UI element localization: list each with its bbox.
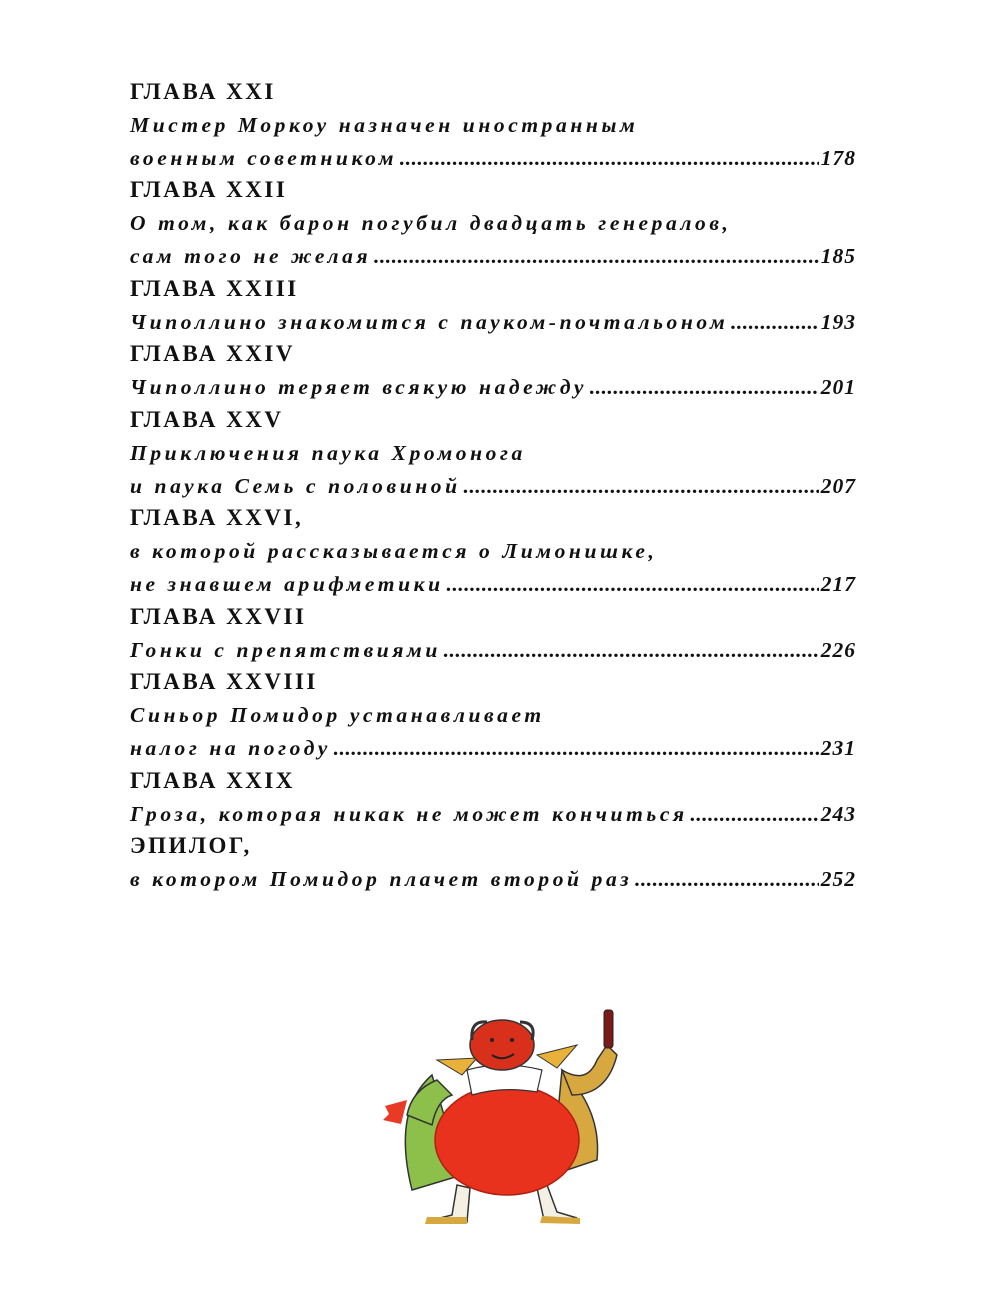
dot-leader <box>446 568 819 601</box>
chapter-title-text: в которой рассказывается о Лимонишке, <box>130 539 658 564</box>
bottle <box>604 1010 613 1048</box>
toc-entry[interactable] <box>130 273 856 339</box>
table-of-contents <box>130 76 856 896</box>
dot-leader <box>399 142 819 175</box>
chapter-heading: ЭПИЛОГ, <box>130 833 252 859</box>
chapter-title-text: Гонки с препятствиями <box>130 637 441 662</box>
chapter-title-text: Чиполлино знакомится с пауком-почтальоном <box>130 309 729 334</box>
signor-tomato-illustration <box>372 1000 632 1230</box>
chapter-title-text: Приключения паука Хромонога <box>130 440 526 465</box>
toc-entry[interactable] <box>130 404 856 502</box>
tomato-body <box>435 1085 579 1195</box>
chapter-title-text: военным советником <box>130 145 398 170</box>
dot-leader <box>463 470 819 503</box>
dot-leader <box>589 371 819 404</box>
chapter-heading: ГЛАВА XXIV <box>130 341 295 367</box>
chapter-title-line <box>130 109 856 142</box>
chapter-title-line <box>130 437 856 470</box>
page-number: 243 <box>820 801 856 826</box>
eye <box>510 1038 514 1042</box>
chapter-title-line <box>130 699 856 732</box>
chapter-title-line <box>130 306 856 339</box>
chapter-heading: ГЛАВА XXIX <box>130 767 295 793</box>
toc-entry[interactable] <box>130 174 856 272</box>
chapter-title-text: Синьор Помидор устанавливает <box>130 703 545 728</box>
chapter-title-text: в котором Помидор плачет второй раз <box>130 867 633 892</box>
chapter-heading: ГЛАВА XXIII <box>130 275 299 301</box>
dot-leader <box>690 798 819 831</box>
chapter-title-text: Чиполлино теряет всякую надежду <box>130 375 587 400</box>
eye <box>490 1038 494 1042</box>
toc-entry[interactable] <box>130 666 856 764</box>
chapter-heading: ГЛАВА XXVI, <box>130 505 304 531</box>
toc-entry[interactable] <box>130 765 856 831</box>
page-number: 201 <box>820 375 856 400</box>
chapter-title-line <box>130 535 856 568</box>
chapter-heading: ГЛАВА XXII <box>130 177 288 203</box>
left-hand <box>383 1100 407 1124</box>
head <box>470 1020 534 1070</box>
chapter-heading: ГЛАВА XXV <box>130 406 284 432</box>
chapter-title-line <box>130 142 856 175</box>
chapter-title-text: не знавшем арифметики <box>130 571 444 596</box>
dot-leader <box>443 634 819 667</box>
chapter-title-text: Гроза, которая никак не может кончиться <box>130 801 688 826</box>
page-number: 226 <box>820 637 856 662</box>
chapter-title-line <box>130 207 856 240</box>
dot-leader <box>730 306 818 339</box>
chapter-title-line <box>130 371 856 404</box>
page-number: 217 <box>820 571 856 596</box>
page-number: 231 <box>820 735 856 760</box>
chapter-title-line <box>130 568 856 601</box>
chapter-heading: ГЛАВА XXVII <box>130 603 307 629</box>
chapter-title-text: сам того не желая <box>130 243 372 268</box>
toc-entry[interactable] <box>130 830 856 896</box>
page-number: 185 <box>820 243 856 268</box>
dot-leader <box>373 240 819 273</box>
chapter-heading: ГЛАВА XXVIII <box>130 669 318 695</box>
toc-entry[interactable] <box>130 338 856 404</box>
chapter-title-line <box>130 634 856 667</box>
dot-leader <box>333 732 819 765</box>
chapter-title-text: налог на погоду <box>130 735 331 760</box>
chapter-title-line <box>130 798 856 831</box>
chapter-title-text: и паука Семь с половиной <box>130 473 461 498</box>
dot-leader <box>634 863 818 896</box>
chapter-title-text: О том, как барон погубил двадцать генералов, <box>130 211 732 236</box>
chapter-title-line <box>130 240 856 273</box>
toc-entry[interactable] <box>130 601 856 667</box>
chapter-heading: ГЛАВА XXI <box>130 79 276 104</box>
page-number: 207 <box>820 473 856 498</box>
chapter-title-line <box>130 863 856 896</box>
page-number: 252 <box>820 867 856 892</box>
chapter-title-line <box>130 732 856 765</box>
page-number: 193 <box>820 309 856 334</box>
chapter-title-line <box>130 470 856 503</box>
shoes <box>425 1216 580 1224</box>
toc-entry[interactable] <box>130 502 856 600</box>
toc-entry[interactable] <box>130 76 856 174</box>
page-number: 178 <box>820 145 856 170</box>
chapter-title-text: Мистер Моркоу назначен иностранным <box>130 112 639 137</box>
